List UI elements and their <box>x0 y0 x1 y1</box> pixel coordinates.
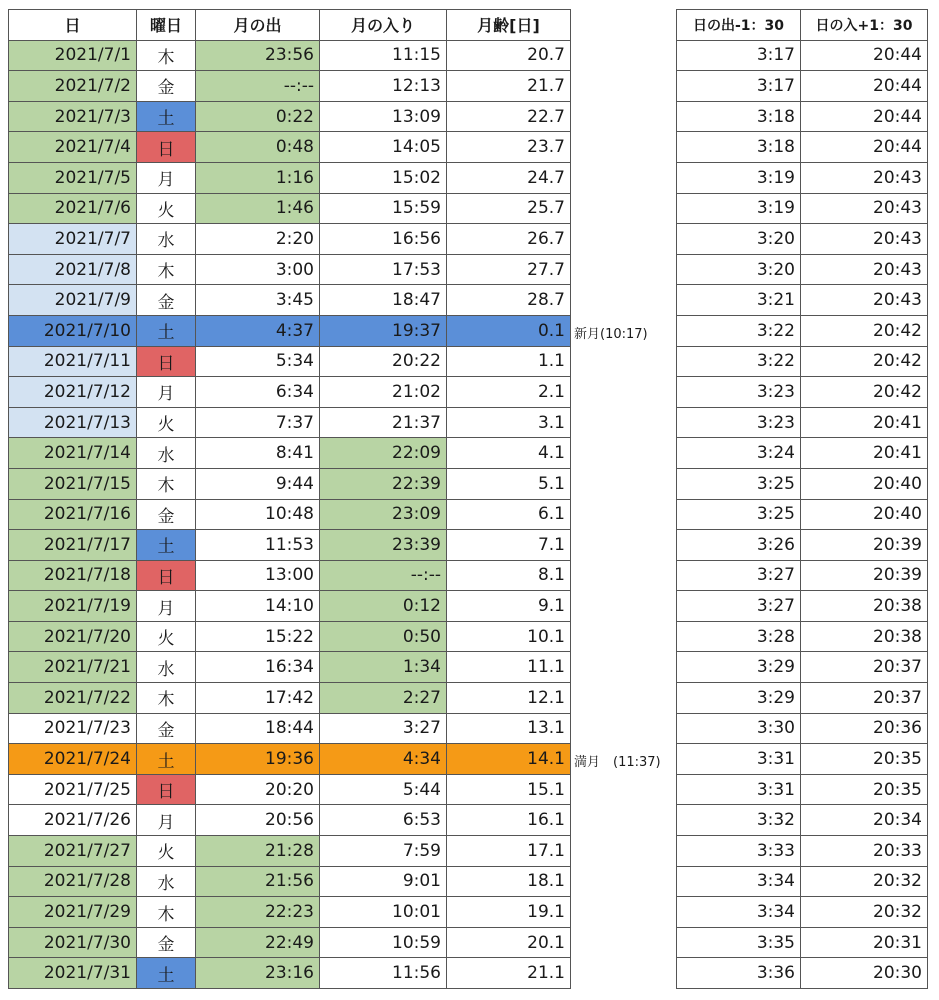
cell-sunrise-offset: 3:25 <box>677 468 801 499</box>
cell-weekday: 金 <box>137 71 196 102</box>
cell-sunset-offset: 20:39 <box>801 560 928 591</box>
table-row <box>677 315 928 346</box>
cell-moon-age: 20.7 <box>447 40 571 71</box>
cell-weekday: 金 <box>137 927 196 958</box>
cell-moon-age: 23.7 <box>447 132 571 163</box>
cell-date: 2021/7/2 <box>9 71 137 102</box>
table-row <box>677 958 928 989</box>
cell-moonrise: 1:46 <box>196 193 320 224</box>
header-sunset-offset: 日の入+1：30 <box>801 10 928 41</box>
table-row <box>9 346 571 377</box>
cell-weekday: 日 <box>137 132 196 163</box>
table-row <box>677 254 928 285</box>
table-row <box>677 560 928 591</box>
cell-sunset-offset: 20:30 <box>801 958 928 989</box>
cell-moonset: 20:22 <box>320 346 447 377</box>
cell-weekday: 木 <box>137 683 196 714</box>
cell-date: 2021/7/26 <box>9 805 137 836</box>
cell-weekday: 日 <box>137 346 196 377</box>
cell-moonset: 6:53 <box>320 805 447 836</box>
cell-date: 2021/7/28 <box>9 866 137 897</box>
cell-moonset: 5:44 <box>320 774 447 805</box>
cell-moonrise: 15:22 <box>196 621 320 652</box>
cell-sunset-offset: 20:32 <box>801 897 928 928</box>
cell-date: 2021/7/14 <box>9 438 137 469</box>
cell-moonset: 3:27 <box>320 713 447 744</box>
cell-sunrise-offset: 3:35 <box>677 927 801 958</box>
cell-sunset-offset: 20:41 <box>801 407 928 438</box>
cell-date: 2021/7/29 <box>9 897 137 928</box>
cell-moon-age: 6.1 <box>447 499 571 530</box>
cell-date: 2021/7/13 <box>9 407 137 438</box>
table-row <box>9 315 571 346</box>
cell-date: 2021/7/21 <box>9 652 137 683</box>
cell-moon-age: 21.1 <box>447 958 571 989</box>
table-row <box>677 713 928 744</box>
cell-moonrise: 18:44 <box>196 713 320 744</box>
cell-moon-age: 16.1 <box>447 805 571 836</box>
cell-weekday: 火 <box>137 193 196 224</box>
cell-sunset-offset: 20:42 <box>801 377 928 408</box>
cell-weekday: 金 <box>137 285 196 316</box>
cell-weekday: 木 <box>137 897 196 928</box>
cell-date: 2021/7/7 <box>9 224 137 255</box>
table-row <box>9 438 571 469</box>
cell-moonset: 15:59 <box>320 193 447 224</box>
cell-moon-age: 15.1 <box>447 774 571 805</box>
cell-moonrise: 21:56 <box>196 866 320 897</box>
cell-weekday: 火 <box>137 836 196 867</box>
cell-date: 2021/7/8 <box>9 254 137 285</box>
cell-sunrise-offset: 3:25 <box>677 499 801 530</box>
cell-sunset-offset: 20:38 <box>801 621 928 652</box>
cell-moonset: 13:09 <box>320 101 447 132</box>
table-row <box>677 407 928 438</box>
cell-sunset-offset: 20:40 <box>801 468 928 499</box>
cell-moon-age: 13.1 <box>447 713 571 744</box>
cell-moonset: 23:09 <box>320 499 447 530</box>
sun-table-header <box>677 10 928 41</box>
cell-moonrise: 13:00 <box>196 560 320 591</box>
table-row <box>677 285 928 316</box>
table-row <box>9 468 571 499</box>
cell-moon-age: 28.7 <box>447 285 571 316</box>
table-row <box>677 591 928 622</box>
cell-weekday: 月 <box>137 162 196 193</box>
cell-weekday: 金 <box>137 713 196 744</box>
cell-sunset-offset: 20:32 <box>801 866 928 897</box>
cell-weekday: 土 <box>137 530 196 561</box>
cell-moon-age: 26.7 <box>447 224 571 255</box>
cell-sunset-offset: 20:44 <box>801 40 928 71</box>
cell-sunrise-offset: 3:22 <box>677 346 801 377</box>
cell-moon-age: 9.1 <box>447 591 571 622</box>
cell-sunrise-offset: 3:34 <box>677 866 801 897</box>
cell-sunrise-offset: 3:27 <box>677 560 801 591</box>
cell-date: 2021/7/31 <box>9 958 137 989</box>
cell-date: 2021/7/17 <box>9 530 137 561</box>
table-row <box>9 805 571 836</box>
cell-weekday: 火 <box>137 621 196 652</box>
cell-moon-age: 21.7 <box>447 71 571 102</box>
cell-date: 2021/7/15 <box>9 468 137 499</box>
cell-sunrise-offset: 3:29 <box>677 652 801 683</box>
table-row <box>677 744 928 775</box>
table-row <box>9 958 571 989</box>
cell-moonset: 15:02 <box>320 162 447 193</box>
cell-weekday: 金 <box>137 499 196 530</box>
cell-sunrise-offset: 3:26 <box>677 530 801 561</box>
table-row <box>9 836 571 867</box>
cell-weekday: 水 <box>137 866 196 897</box>
cell-sunrise-offset: 3:17 <box>677 71 801 102</box>
cell-moonset: 1:34 <box>320 652 447 683</box>
cell-weekday: 木 <box>137 254 196 285</box>
cell-sunset-offset: 20:41 <box>801 438 928 469</box>
cell-moonrise: 9:44 <box>196 468 320 499</box>
cell-date: 2021/7/12 <box>9 377 137 408</box>
cell-sunset-offset: 20:42 <box>801 346 928 377</box>
cell-moonrise: 5:34 <box>196 346 320 377</box>
cell-sunrise-offset: 3:31 <box>677 774 801 805</box>
cell-moon-age: 19.1 <box>447 897 571 928</box>
cell-sunset-offset: 20:40 <box>801 499 928 530</box>
header-date: 日 <box>9 10 137 41</box>
table-row <box>677 224 928 255</box>
cell-moonset: 0:50 <box>320 621 447 652</box>
cell-sunrise-offset: 3:34 <box>677 897 801 928</box>
cell-sunset-offset: 20:39 <box>801 530 928 561</box>
cell-date: 2021/7/11 <box>9 346 137 377</box>
cell-sunrise-offset: 3:32 <box>677 805 801 836</box>
cell-date: 2021/7/27 <box>9 836 137 867</box>
cell-date: 2021/7/24 <box>9 744 137 775</box>
table-row <box>677 836 928 867</box>
moon-table-header <box>9 10 571 41</box>
table-row <box>9 407 571 438</box>
table-row <box>9 621 571 652</box>
cell-moonrise: 11:53 <box>196 530 320 561</box>
cell-date: 2021/7/18 <box>9 560 137 591</box>
table-row <box>9 530 571 561</box>
cell-moonrise: 6:34 <box>196 377 320 408</box>
table-row <box>9 774 571 805</box>
cell-moonset: 11:56 <box>320 958 447 989</box>
cell-moon-age: 24.7 <box>447 162 571 193</box>
cell-moon-age: 3.1 <box>447 407 571 438</box>
table-row <box>677 805 928 836</box>
cell-weekday: 木 <box>137 40 196 71</box>
cell-moon-age: 12.1 <box>447 683 571 714</box>
cell-sunset-offset: 20:38 <box>801 591 928 622</box>
table-row <box>9 866 571 897</box>
cell-moonset: 4:34 <box>320 744 447 775</box>
cell-sunrise-offset: 3:33 <box>677 836 801 867</box>
cell-sunset-offset: 20:44 <box>801 71 928 102</box>
table-row <box>9 101 571 132</box>
table-row <box>677 162 928 193</box>
table-row <box>9 713 571 744</box>
cell-date: 2021/7/22 <box>9 683 137 714</box>
table-row <box>677 101 928 132</box>
cell-moon-age: 18.1 <box>447 866 571 897</box>
cell-date: 2021/7/25 <box>9 774 137 805</box>
cell-sunset-offset: 20:37 <box>801 683 928 714</box>
cell-date: 2021/7/19 <box>9 591 137 622</box>
cell-weekday: 土 <box>137 958 196 989</box>
cell-sunset-offset: 20:37 <box>801 652 928 683</box>
cell-weekday: 水 <box>137 652 196 683</box>
cell-sunrise-offset: 3:27 <box>677 591 801 622</box>
table-row <box>9 40 571 71</box>
cell-moonrise: 0:48 <box>196 132 320 163</box>
table-row <box>677 621 928 652</box>
table-row <box>677 652 928 683</box>
table-row <box>9 71 571 102</box>
cell-date: 2021/7/3 <box>9 101 137 132</box>
table-row <box>9 560 571 591</box>
table-row <box>9 591 571 622</box>
moon-table <box>8 9 571 989</box>
cell-sunrise-offset: 3:18 <box>677 101 801 132</box>
table-row <box>677 377 928 408</box>
cell-moonrise: 22:23 <box>196 897 320 928</box>
cell-moon-age: 20.1 <box>447 927 571 958</box>
cell-moon-age: 25.7 <box>447 193 571 224</box>
cell-moon-age: 11.1 <box>447 652 571 683</box>
cell-moonrise: 21:28 <box>196 836 320 867</box>
table-row <box>677 499 928 530</box>
table-row <box>9 254 571 285</box>
moon-phase-note: 満月 (11:37) <box>574 755 661 771</box>
cell-moonset: 0:12 <box>320 591 447 622</box>
table-row <box>677 193 928 224</box>
cell-weekday: 月 <box>137 591 196 622</box>
cell-sunset-offset: 20:33 <box>801 836 928 867</box>
table-row <box>677 468 928 499</box>
table-row <box>677 927 928 958</box>
cell-moon-age: 5.1 <box>447 468 571 499</box>
cell-moon-age: 27.7 <box>447 254 571 285</box>
cell-moonset: 23:39 <box>320 530 447 561</box>
cell-moon-age: 22.7 <box>447 101 571 132</box>
table-row <box>677 71 928 102</box>
cell-sunset-offset: 20:31 <box>801 927 928 958</box>
header-moonrise: 月の出 <box>196 10 320 41</box>
cell-moonset: 19:37 <box>320 315 447 346</box>
cell-moonset: 18:47 <box>320 285 447 316</box>
cell-sunrise-offset: 3:20 <box>677 254 801 285</box>
cell-date: 2021/7/6 <box>9 193 137 224</box>
cell-moon-age: 1.1 <box>447 346 571 377</box>
cell-weekday: 火 <box>137 407 196 438</box>
cell-moonrise: 14:10 <box>196 591 320 622</box>
table-row <box>9 224 571 255</box>
cell-moonset: 22:09 <box>320 438 447 469</box>
cell-moonset: --:-- <box>320 560 447 591</box>
table-row <box>9 499 571 530</box>
cell-sunrise-offset: 3:36 <box>677 958 801 989</box>
cell-moonset: 16:56 <box>320 224 447 255</box>
cell-weekday: 日 <box>137 774 196 805</box>
table-row <box>9 652 571 683</box>
cell-moonrise: 0:22 <box>196 101 320 132</box>
cell-weekday: 土 <box>137 315 196 346</box>
table-row <box>677 866 928 897</box>
cell-sunrise-offset: 3:29 <box>677 683 801 714</box>
cell-moonrise: 16:34 <box>196 652 320 683</box>
header-moon-age: 月齢[日] <box>447 10 571 41</box>
cell-moonrise: 10:48 <box>196 499 320 530</box>
cell-sunset-offset: 20:43 <box>801 254 928 285</box>
table-row <box>9 285 571 316</box>
table-row <box>677 774 928 805</box>
cell-moon-age: 10.1 <box>447 621 571 652</box>
cell-moon-age: 14.1 <box>447 744 571 775</box>
cell-weekday: 月 <box>137 377 196 408</box>
cell-date: 2021/7/1 <box>9 40 137 71</box>
cell-moon-age: 2.1 <box>447 377 571 408</box>
cell-moonset: 12:13 <box>320 71 447 102</box>
cell-moonrise: 3:45 <box>196 285 320 316</box>
cell-weekday: 日 <box>137 560 196 591</box>
cell-moonrise: 22:49 <box>196 927 320 958</box>
cell-weekday: 木 <box>137 468 196 499</box>
cell-sunrise-offset: 3:30 <box>677 713 801 744</box>
cell-sunset-offset: 20:43 <box>801 193 928 224</box>
cell-date: 2021/7/16 <box>9 499 137 530</box>
cell-sunrise-offset: 3:19 <box>677 193 801 224</box>
table-row <box>9 683 571 714</box>
table-row <box>677 897 928 928</box>
table-row <box>9 744 571 775</box>
cell-moonrise: 20:56 <box>196 805 320 836</box>
cell-sunset-offset: 20:44 <box>801 132 928 163</box>
cell-sunrise-offset: 3:28 <box>677 621 801 652</box>
cell-weekday: 土 <box>137 744 196 775</box>
table-row <box>9 377 571 408</box>
cell-sunset-offset: 20:42 <box>801 315 928 346</box>
cell-sunset-offset: 20:35 <box>801 744 928 775</box>
cell-moonrise: 17:42 <box>196 683 320 714</box>
cell-moonset: 2:27 <box>320 683 447 714</box>
header-weekday: 曜日 <box>137 10 196 41</box>
cell-moonset: 7:59 <box>320 836 447 867</box>
cell-date: 2021/7/30 <box>9 927 137 958</box>
cell-sunrise-offset: 3:23 <box>677 407 801 438</box>
table-row <box>677 683 928 714</box>
cell-moonset: 10:59 <box>320 927 447 958</box>
cell-sunset-offset: 20:34 <box>801 805 928 836</box>
cell-moonrise: 23:56 <box>196 40 320 71</box>
cell-sunset-offset: 20:36 <box>801 713 928 744</box>
cell-sunset-offset: 20:43 <box>801 285 928 316</box>
cell-moonrise: 20:20 <box>196 774 320 805</box>
sun-table <box>676 9 928 989</box>
cell-moonrise: 23:16 <box>196 958 320 989</box>
cell-moonrise: --:-- <box>196 71 320 102</box>
cell-sunrise-offset: 3:17 <box>677 40 801 71</box>
cell-moonrise: 1:16 <box>196 162 320 193</box>
cell-moonrise: 19:36 <box>196 744 320 775</box>
cell-moonset: 21:02 <box>320 377 447 408</box>
cell-sunrise-offset: 3:31 <box>677 744 801 775</box>
cell-moon-age: 4.1 <box>447 438 571 469</box>
cell-sunrise-offset: 3:24 <box>677 438 801 469</box>
cell-date: 2021/7/10 <box>9 315 137 346</box>
table-row <box>677 40 928 71</box>
cell-moonset: 17:53 <box>320 254 447 285</box>
cell-sunset-offset: 20:43 <box>801 224 928 255</box>
cell-weekday: 月 <box>137 805 196 836</box>
cell-sunrise-offset: 3:20 <box>677 224 801 255</box>
cell-weekday: 土 <box>137 101 196 132</box>
table-row <box>677 346 928 377</box>
table-row <box>9 193 571 224</box>
header-sunrise-offset: 日の出-1：30 <box>677 10 801 41</box>
cell-moonset: 9:01 <box>320 866 447 897</box>
moon-phase-note: 新月(10:17) <box>574 327 648 342</box>
cell-sunset-offset: 20:43 <box>801 162 928 193</box>
table-row <box>9 897 571 928</box>
cell-moon-age: 17.1 <box>447 836 571 867</box>
cell-date: 2021/7/20 <box>9 621 137 652</box>
cell-sunset-offset: 20:35 <box>801 774 928 805</box>
cell-weekday: 水 <box>137 438 196 469</box>
cell-moonset: 11:15 <box>320 40 447 71</box>
table-row <box>9 162 571 193</box>
cell-moon-age: 0.1 <box>447 315 571 346</box>
table-row <box>677 530 928 561</box>
cell-date: 2021/7/9 <box>9 285 137 316</box>
table-row <box>677 438 928 469</box>
cell-moonset: 10:01 <box>320 897 447 928</box>
cell-moonrise: 8:41 <box>196 438 320 469</box>
header-moonset: 月の入り <box>320 10 447 41</box>
cell-moonrise: 2:20 <box>196 224 320 255</box>
cell-date: 2021/7/5 <box>9 162 137 193</box>
cell-moonset: 22:39 <box>320 468 447 499</box>
table-row <box>677 132 928 163</box>
cell-moonset: 21:37 <box>320 407 447 438</box>
table-row <box>9 132 571 163</box>
cell-sunrise-offset: 3:22 <box>677 315 801 346</box>
cell-sunset-offset: 20:44 <box>801 101 928 132</box>
table-row <box>9 927 571 958</box>
cell-date: 2021/7/23 <box>9 713 137 744</box>
cell-date: 2021/7/4 <box>9 132 137 163</box>
cell-moon-age: 7.1 <box>447 530 571 561</box>
cell-moonrise: 7:37 <box>196 407 320 438</box>
cell-sunrise-offset: 3:19 <box>677 162 801 193</box>
cell-sunrise-offset: 3:21 <box>677 285 801 316</box>
cell-sunrise-offset: 3:18 <box>677 132 801 163</box>
cell-moon-age: 8.1 <box>447 560 571 591</box>
cell-moonrise: 3:00 <box>196 254 320 285</box>
cell-moonset: 14:05 <box>320 132 447 163</box>
cell-weekday: 水 <box>137 224 196 255</box>
cell-sunrise-offset: 3:23 <box>677 377 801 408</box>
cell-moonrise: 4:37 <box>196 315 320 346</box>
